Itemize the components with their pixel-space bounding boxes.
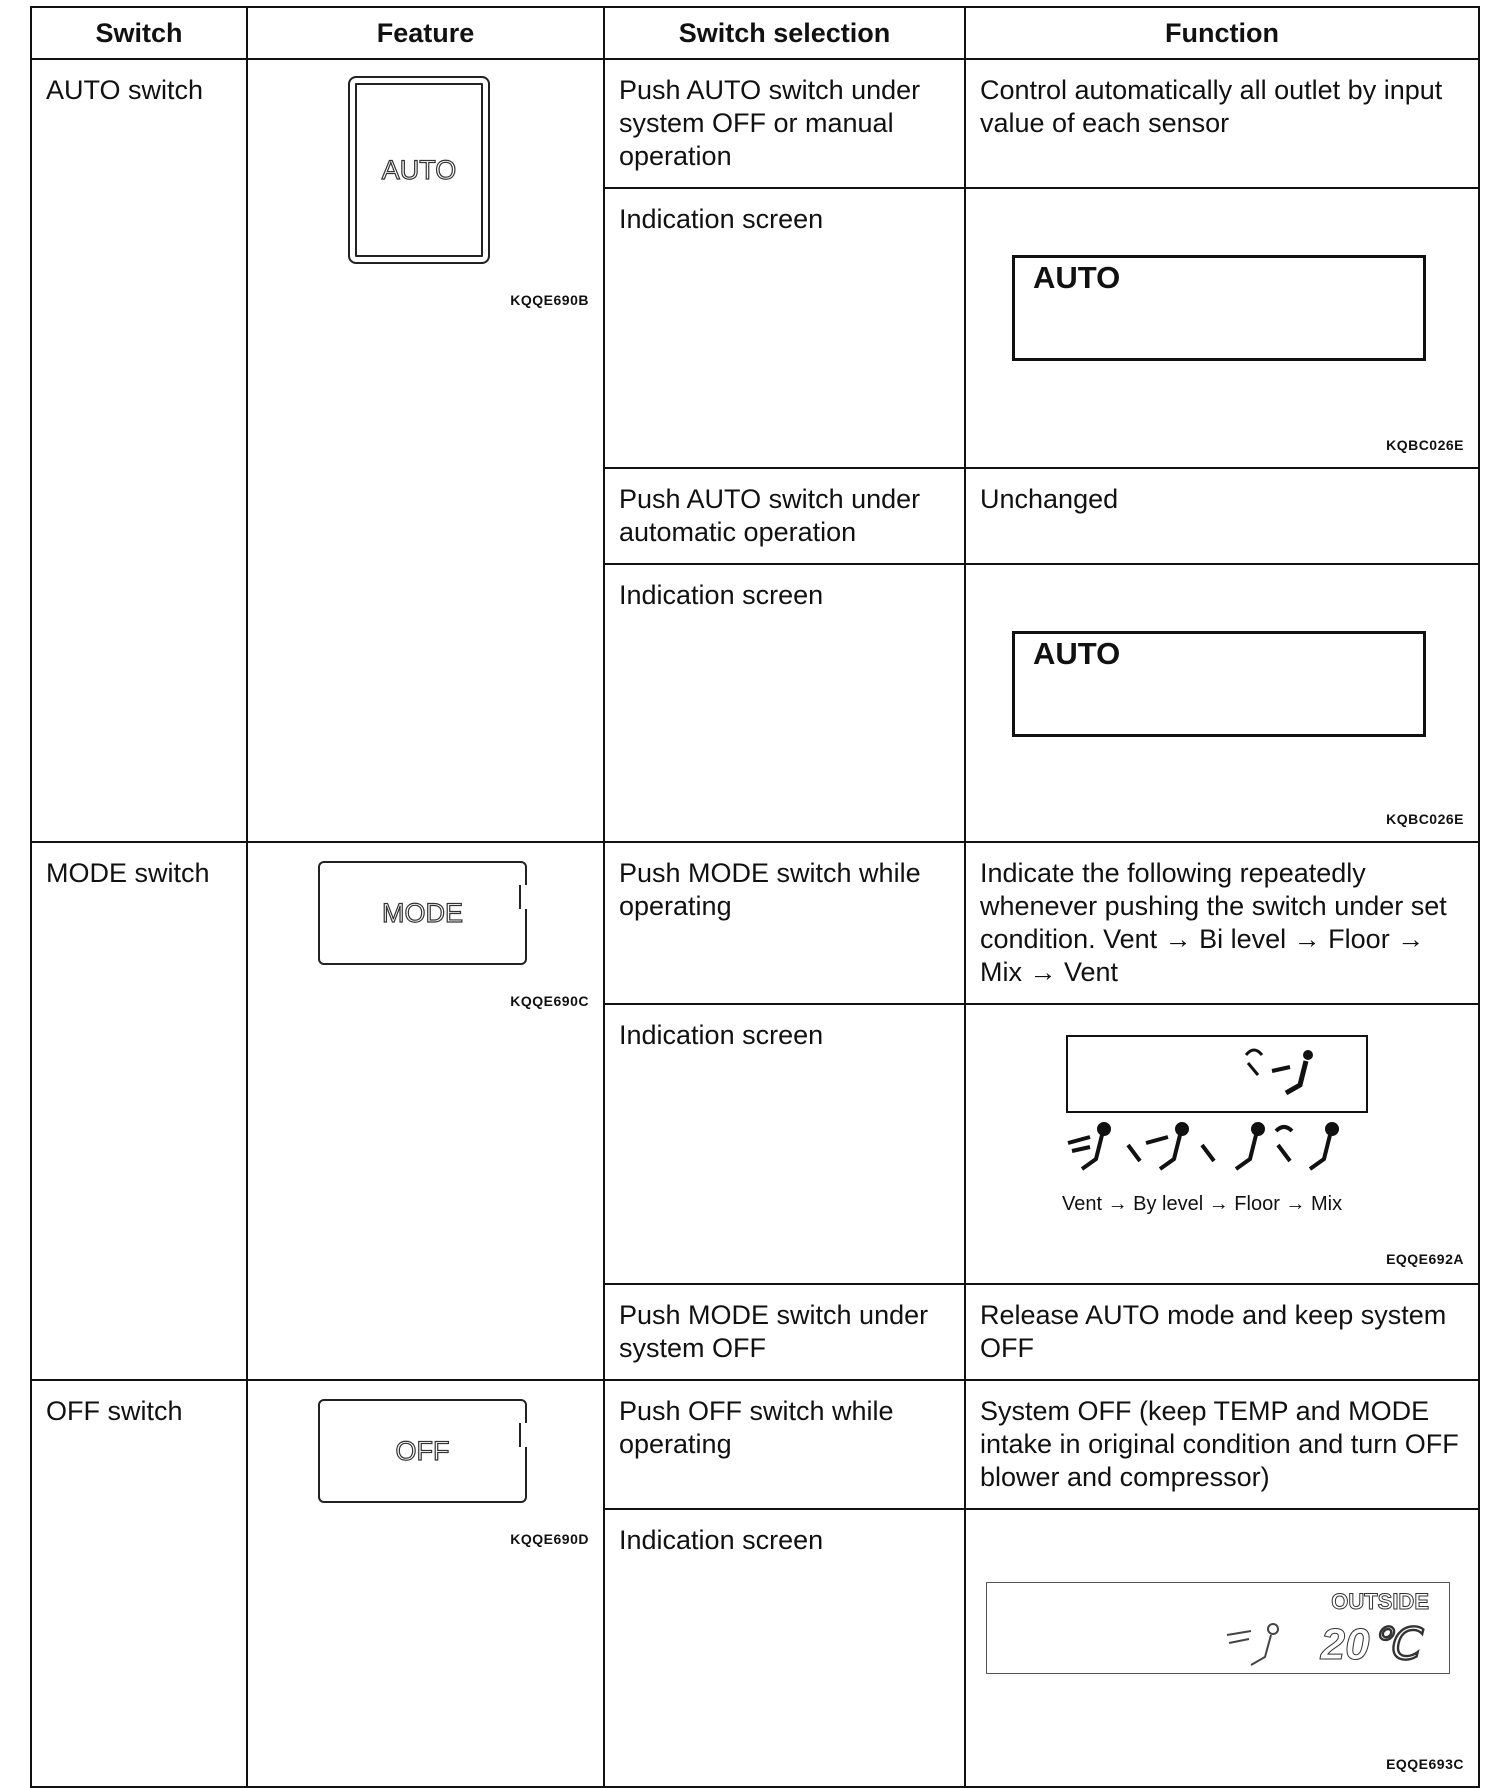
auto-screen-caption-1: KQBC026E: [1386, 437, 1464, 453]
off-switch-name: OFF switch: [31, 1380, 247, 1787]
mode-selection-2: Push MODE switch under system OFF: [604, 1284, 965, 1380]
mode-selection-1: Push MODE switch while operating: [604, 842, 965, 1004]
off-feature-cell: [247, 1380, 604, 1787]
auto-indication-screen-2: [965, 564, 1479, 842]
mode-button-illustration: [318, 861, 527, 965]
mode-function-2: Release AUTO mode and keep system OFF: [965, 1284, 1479, 1380]
off-indication-screen: [965, 1509, 1479, 1787]
off-button-illustration: [318, 1399, 527, 1503]
auto-selection-2: Push AUTO switch under automatic operation: [604, 468, 965, 564]
auto-screen-caption-2: KQBC026E: [1386, 811, 1464, 827]
off-indication-label: Indication screen: [604, 1509, 965, 1787]
mode-indication-screen: [965, 1004, 1479, 1284]
display-auto-text: AUTO: [1033, 636, 1121, 671]
mode-button-text: MODE: [382, 897, 463, 928]
mode-sequence-text: Vent → By level → Floor → Mix: [1062, 1193, 1343, 1215]
mode-screen-caption: EQQE692A: [1386, 1251, 1464, 1267]
display-panel: [1012, 631, 1426, 737]
off-screen-caption: EQQE693C: [1386, 1756, 1464, 1772]
auto-selection-1: Push AUTO switch under system OFF or manual operation: [604, 59, 965, 188]
mode-display-panel: [1066, 1035, 1368, 1113]
outside-label: OUTSIDE: [1331, 1589, 1429, 1614]
auto-indication-screen-1: [965, 188, 1479, 468]
auto-indication-label-2: Indication screen: [604, 564, 965, 842]
auto-indication-label-1: Indication screen: [604, 188, 965, 468]
auto-function-2: Unchanged: [965, 468, 1479, 564]
mode-feature-caption: KQQE690C: [510, 993, 589, 1009]
off-selection-1: Push OFF switch while operating: [604, 1380, 965, 1509]
off-function-1: System OFF (keep TEMP and MODE intake in original condition and turn OFF blower and compressor): [965, 1380, 1479, 1509]
mode-indication-label: Indication screen: [604, 1004, 965, 1284]
header-row: [31, 7, 1479, 59]
mode-function-1: Indicate the following repeatedly whenever pushing the switch under set condition. Vent → Bi level → Floor → Mix → Vent: [965, 842, 1479, 1004]
header-selection: Switch selection: [604, 7, 965, 59]
mix-mode-icon: [1236, 1043, 1326, 1103]
auto-feature-caption: KQQE690B: [510, 292, 589, 308]
switch-function-table: [30, 6, 1480, 1788]
header-feature: Feature: [247, 7, 604, 59]
display-panel: [1012, 255, 1426, 361]
auto-button-text: AUTO: [381, 154, 457, 185]
mode-feature-cell: [247, 842, 604, 1380]
header-function: Function: [965, 7, 1479, 59]
auto-switch-name: AUTO switch: [31, 59, 247, 842]
off-feature-caption: KQQE690D: [510, 1531, 589, 1547]
auto-function-1: Control automatically all outlet by input value of each sensor: [965, 59, 1479, 188]
auto-button-illustration: [348, 76, 490, 264]
mode-sequence-icons: [1062, 1121, 1362, 1181]
auto-feature-cell: [247, 59, 604, 842]
header-switch: Switch: [31, 7, 247, 59]
vent-mode-icon: [1223, 1621, 1283, 1671]
mode-switch-name: MODE switch: [31, 842, 247, 1380]
display-auto-text: AUTO: [1033, 260, 1121, 295]
off-button-text: OFF: [395, 1435, 450, 1466]
off-display-panel: [986, 1582, 1450, 1674]
outside-temperature: 20℃: [1320, 1620, 1419, 1669]
